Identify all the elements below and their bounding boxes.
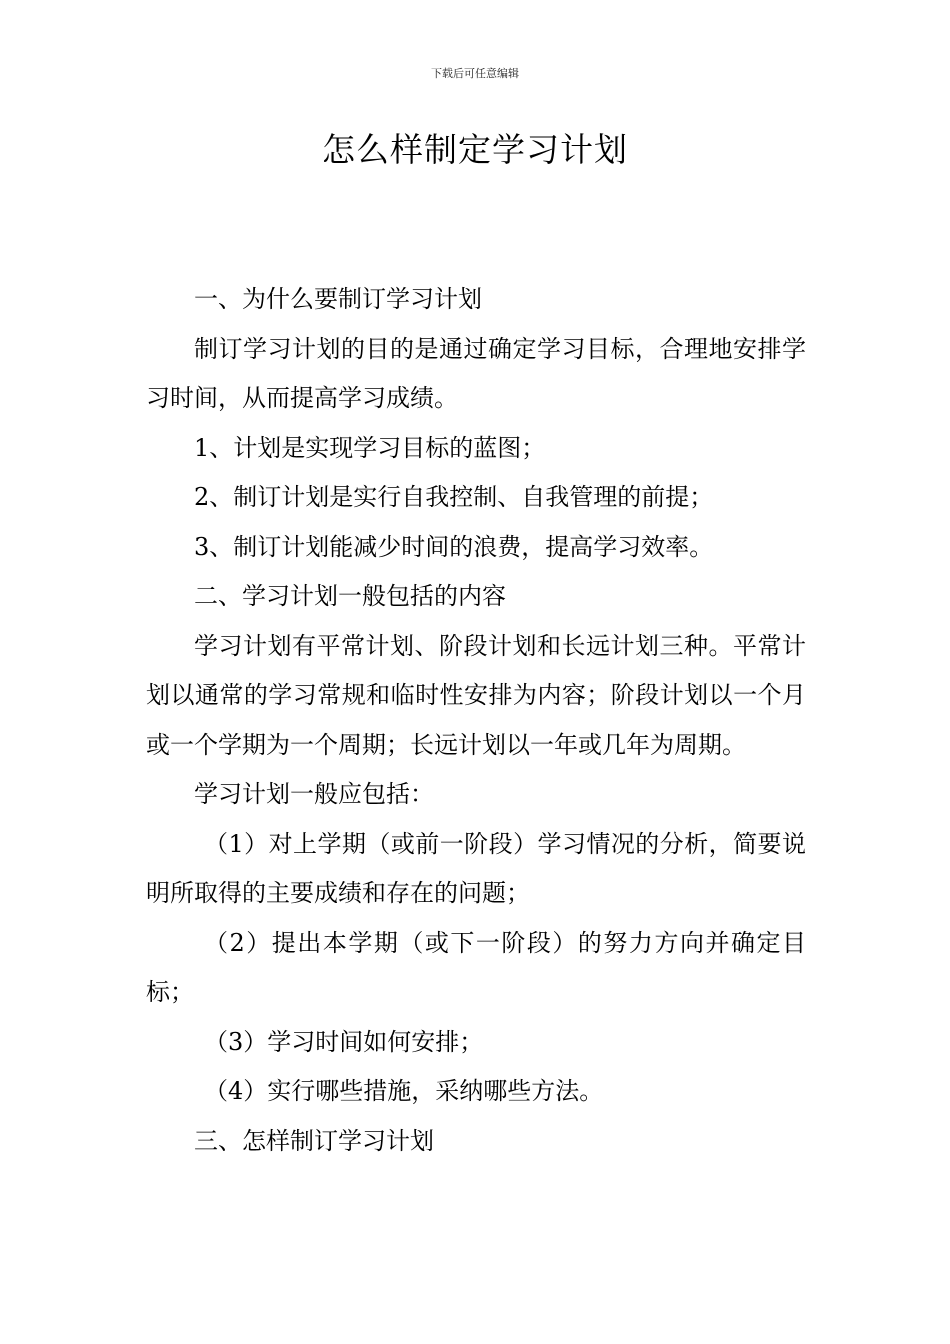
- paragraph: 学习计划有平常计划、阶段计划和长远计划三种。平常计划以通常的学习常规和临时性安排为内容；阶段计划以一个月或一个学期为一个周期；长远计划以一年或几年为周期。: [146, 631, 806, 759]
- list-item: 3、制订计划能减少时间的浪费，提高学习效率。: [194, 532, 714, 561]
- list-item: 1、计划是实现学习目标的蓝图；: [194, 433, 546, 462]
- list-item: （1）对上学期（或前一阶段）学习情况的分析，简要说明所取得的主要成绩和存在的问题；: [146, 829, 806, 907]
- document-body: [146, 275, 806, 1166]
- list-item: （2）提出本学期（或下一阶段）的努力方向并确定目标；: [146, 928, 806, 1006]
- paragraph: 制订学习计划的目的是通过确定学习目标，合理地安排学习时间，从而提高学习成绩。: [146, 334, 806, 412]
- header-note: 下载后可任意编辑: [431, 67, 519, 80]
- paragraph: 学习计划一般应包括：: [194, 780, 434, 808]
- section-heading-2: 二、学习计划一般包括的内容: [194, 582, 506, 610]
- list-item: （4）实行哪些措施，采纳哪些方法。: [204, 1077, 604, 1105]
- list-item: 2、制订计划是实行自我控制、自我管理的前提；: [194, 483, 714, 511]
- section-heading-3: 三、怎样制订学习计划: [194, 1126, 434, 1155]
- section-heading-1: 一、为什么要制订学习计划: [194, 285, 482, 313]
- list-item: （3）学习时间如何安排；: [204, 1027, 484, 1056]
- document-title: 怎么样制定学习计划: [322, 130, 628, 169]
